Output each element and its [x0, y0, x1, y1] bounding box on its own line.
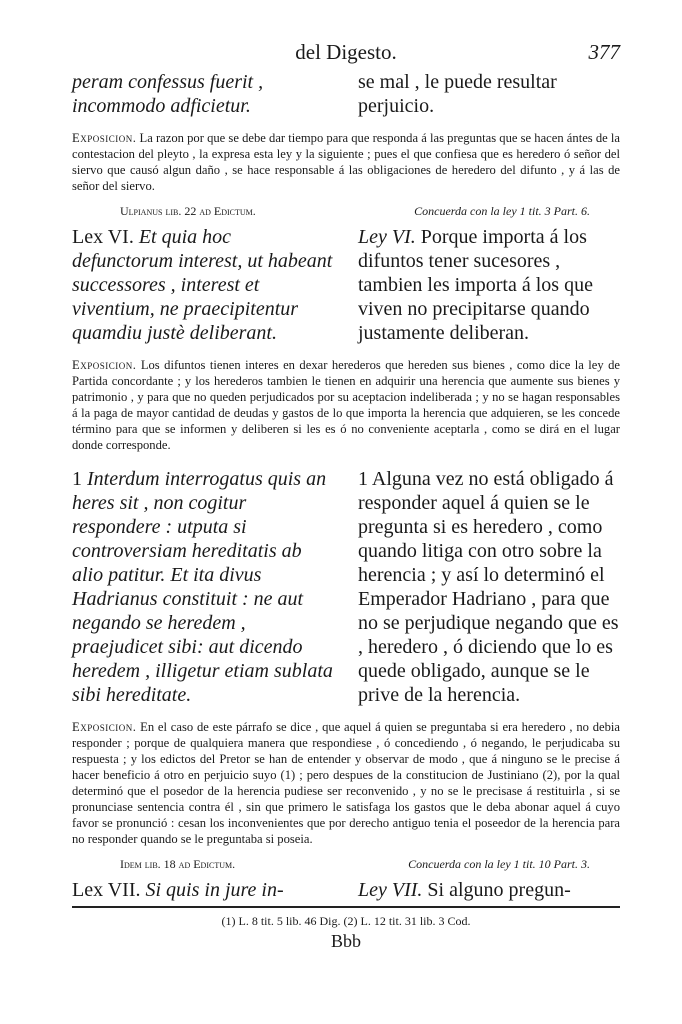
- ley-vii-heading: Ley VII.: [358, 879, 423, 901]
- source-citation: Ulpianus lib. 22 ad Edictum.: [120, 204, 256, 218]
- concordance-citation: Concuerda con la ley 1 tit. 3 Part. 6.: [414, 204, 590, 218]
- paragraph-1-spanish-text: Alguna vez no está obligado á responder aquel á quien se le pregunta si es heredero , como quando litiga con otro sobre la herencia ; y así lo determinó el Emperador Hadriano , para que no se perjudique negando que es , heredero , ó diciendo que lo es quede obligado, aunque se le prive de la herencia.: [358, 468, 619, 706]
- paragraph-1-columns: [72, 467, 620, 707]
- footnote-rule: [72, 906, 620, 908]
- source-citation: Idem lib. 18 ad Edictum.: [120, 857, 236, 871]
- document-page: [72, 40, 620, 952]
- continuation-columns: [72, 70, 620, 118]
- exposicion-label: Exposicion.: [72, 131, 137, 145]
- latin-continuation: peram confessus fuerit , incommodo adficietur.: [72, 71, 264, 117]
- lex-vii-heading: Lex VII.: [72, 879, 141, 901]
- ley-vii-spanish-text: Si alguno pregun-: [427, 879, 571, 901]
- lex-vi-spanish: [358, 225, 620, 345]
- lex-vi-columns: [72, 225, 620, 345]
- page-title: del Digesto.: [295, 40, 397, 64]
- lex-vii-latin: [72, 878, 337, 902]
- paragraph-1-latin: [72, 467, 337, 707]
- spanish-continuation: se mal , le puede resultar perjuicio.: [358, 71, 557, 117]
- citation-row-2: [72, 857, 620, 872]
- page-number: 377: [588, 40, 620, 64]
- footnote: (1) L. 8 tit. 5 lib. 46 Dig. (2) L. 12 tit. 31 lib. 3 Cod.: [221, 914, 471, 928]
- exposicion-2: [72, 357, 620, 453]
- running-header: [72, 40, 620, 70]
- exposicion-3: [72, 719, 620, 847]
- exposicion-text: La razon por que se debe dar tiempo para que responda á las preguntas que se hacen ántes de la contestacion del pleyto , la expresa esta ley y la siguiente ; pues el que confiesa que es heredero ó señor del siervo que causó algun daño , se hace responsable á las obligaciones de heredero del difunto , y á las de señor del siervo.: [72, 131, 620, 193]
- ley-vi-spanish-text: Porque importa á los difuntos tener sucesores , tambien les importa á los que viven no precipitarse quando justamente deliberan.: [358, 226, 593, 344]
- exposicion-label: Exposicion.: [72, 720, 137, 734]
- lex-vii-latin-text: Si quis in jure in-: [145, 879, 284, 901]
- citation-row-1: [72, 204, 620, 219]
- lex-vi-latin: [72, 225, 337, 345]
- lex-vi-heading: Lex VI.: [72, 226, 134, 248]
- lex-vii-columns: [72, 878, 620, 902]
- paragraph-number: 1: [358, 468, 368, 490]
- exposicion-text: En el caso de este párrafo se dice , que aquel á quien se preguntaba si era heredero , no debia responder ; porque de qualquiera manera que respondiese , ó concediendo , ó negando, le perjudicaba su respuesta ; y los edictos del Pretor se han de entender y observar de modo , que á ninguno se le precise á hacer beneficio á otro en perjuicio suyo (1) ; pero despues de la constitucion de Justiniano (2), por la qual determinó que el posedor de la herencia pudiese ser reconvenido , y no se le precisase á restituirla , si se pronunciase sentencia contra él , sin que primero le satisfaga los gastos que le deba abonar aquel á cuyo favor se pronunció : cesan los inconvenientes que por derecho antiguo tenia el poseedor de la herencia para no responder quando se le preguntaba si poseia.: [72, 720, 621, 846]
- signature-mark: Bbb: [330, 931, 361, 951]
- lex-vi-latin-text: Et quia hoc defunctorum interest, ut habeant successores , interest et viventium, ne praecipitentur quamdiu justè deliberant.: [72, 226, 333, 344]
- ley-vi-heading: Ley VI.: [358, 226, 416, 248]
- exposicion-1: [72, 130, 620, 194]
- exposicion-label: Exposicion.: [72, 358, 137, 372]
- paragraph-1-spanish: [358, 467, 620, 707]
- lex-vii-spanish: [358, 878, 620, 902]
- concordance-citation: Concuerda con la ley 1 tit. 10 Part. 3.: [408, 857, 590, 871]
- paragraph-1-latin-text: Interdum interrogatus quis an heres sit , non cogitur respondere : utputa si controversiam hereditatis ab alio patitur. Et ita divus Hadrianus constituit : ne aut negando se heredem , praejudicet sibi: aut dicendo heredem , illigetur etiam sublata sibi hereditate.: [72, 468, 333, 706]
- exposicion-text: Los difuntos tienen interes en dexar herederos que hereden sus bienes , como dice la ley de Partida concordante ; y los herederos tambien le tienen en adquirir una herencia que aumente sus bienes y patrimonio , y para que no queden perjudicados por su aceptacion indeliberada ; y no se hagan responsables á la paga de mayor cantidad de deudas y gastos de lo que importa la herencia que adquieren, se les concede término para que se informen y deliberen si les es ó no conveniente aceptarla , como se dirá en el lugar donde corresponde.: [72, 358, 620, 452]
- paragraph-number: 1: [72, 468, 82, 490]
